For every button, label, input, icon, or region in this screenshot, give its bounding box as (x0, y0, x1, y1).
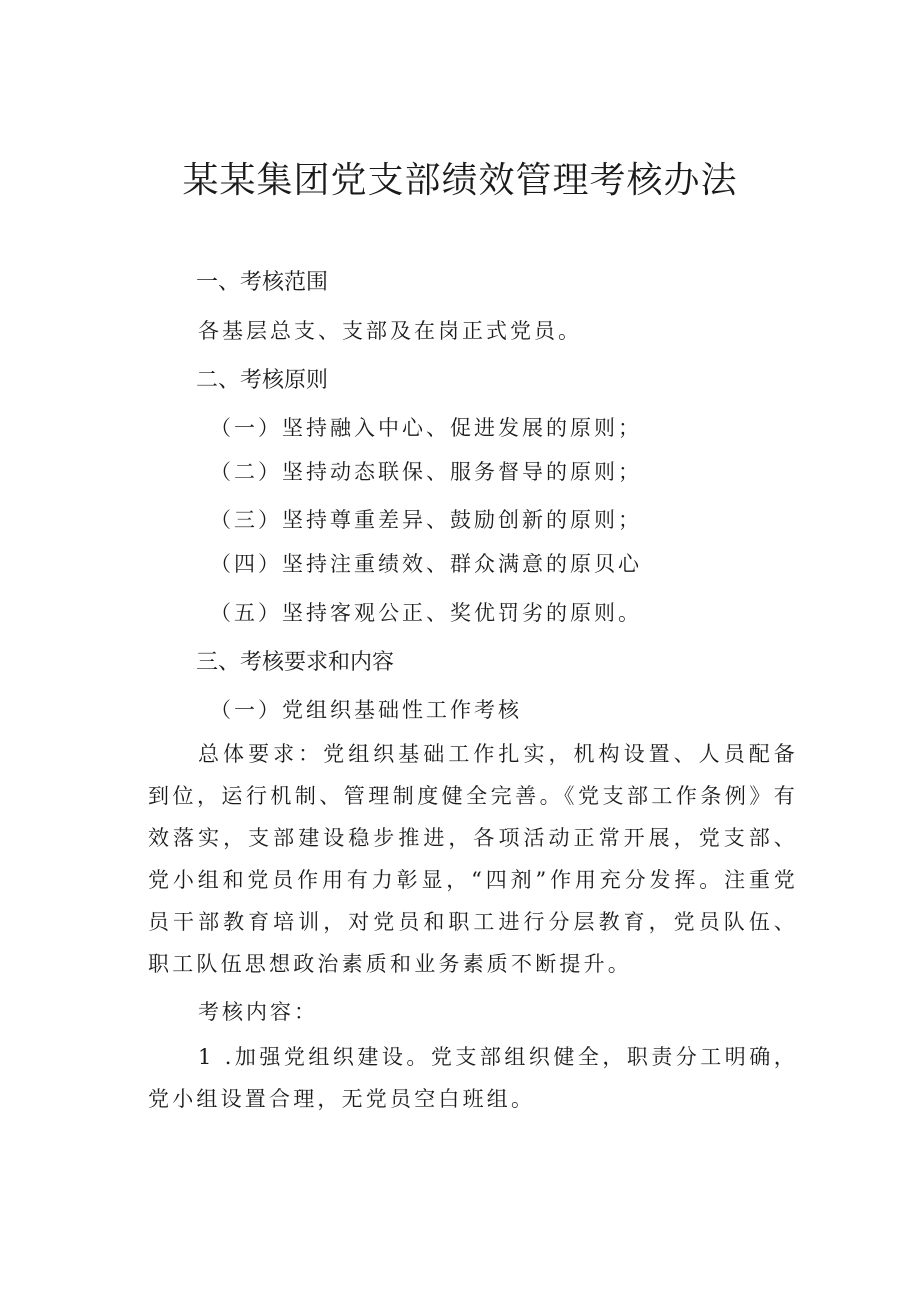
section-heading-scope: 一、考核范围 (196, 270, 329, 295)
principle-item-3: （三）坚持尊重差异、鼓励创新的原则； (210, 508, 642, 532)
section-heading-principles: 二、考核原则 (196, 368, 329, 393)
subsection-heading-basic-work: （一）党组织基础性工作考核 (210, 698, 522, 722)
principle-item-2: （二）坚持动态联保、服务督导的原则； (210, 460, 642, 484)
principle-item-5: （五）坚持客观公正、奖优罚劣的原则。 (210, 601, 642, 625)
scope-text: 各基层总支、支部及在岗正式党员。 (198, 319, 582, 343)
principle-item-1: （一）坚持融入中心、促进发展的原则； (210, 416, 642, 440)
general-requirement-paragraph: 总体要求：党组织基础工作扎实，机构设置、人员配备到位，运行机制、管理制度健全完善。《党支部工作条例》有效落实，支部建设稳步推进，各项活动正常开展，党支部、党小组和党员作用有力彰显，“四剂”作用充分发挥。注重党员干部教育培训，对党员和职工进行分层教育，党员队伍、职工队伍思想政治素质和业务素质不断提升。 (148, 742, 798, 976)
content-item-1-paragraph: 1 .加强党组织建设。党支部组织健全，职责分工明确，党小组设置合理，无党员空白班组。 (148, 1045, 798, 1111)
content-label: 考核内容： (198, 1000, 318, 1024)
document-title: 某某集团党支部绩效管理考核办法 (182, 160, 738, 201)
principle-item-4: （四）坚持注重绩效、群众满意的原贝心 (210, 552, 642, 576)
section-heading-requirements: 三、考核要求和内容 (196, 650, 395, 675)
